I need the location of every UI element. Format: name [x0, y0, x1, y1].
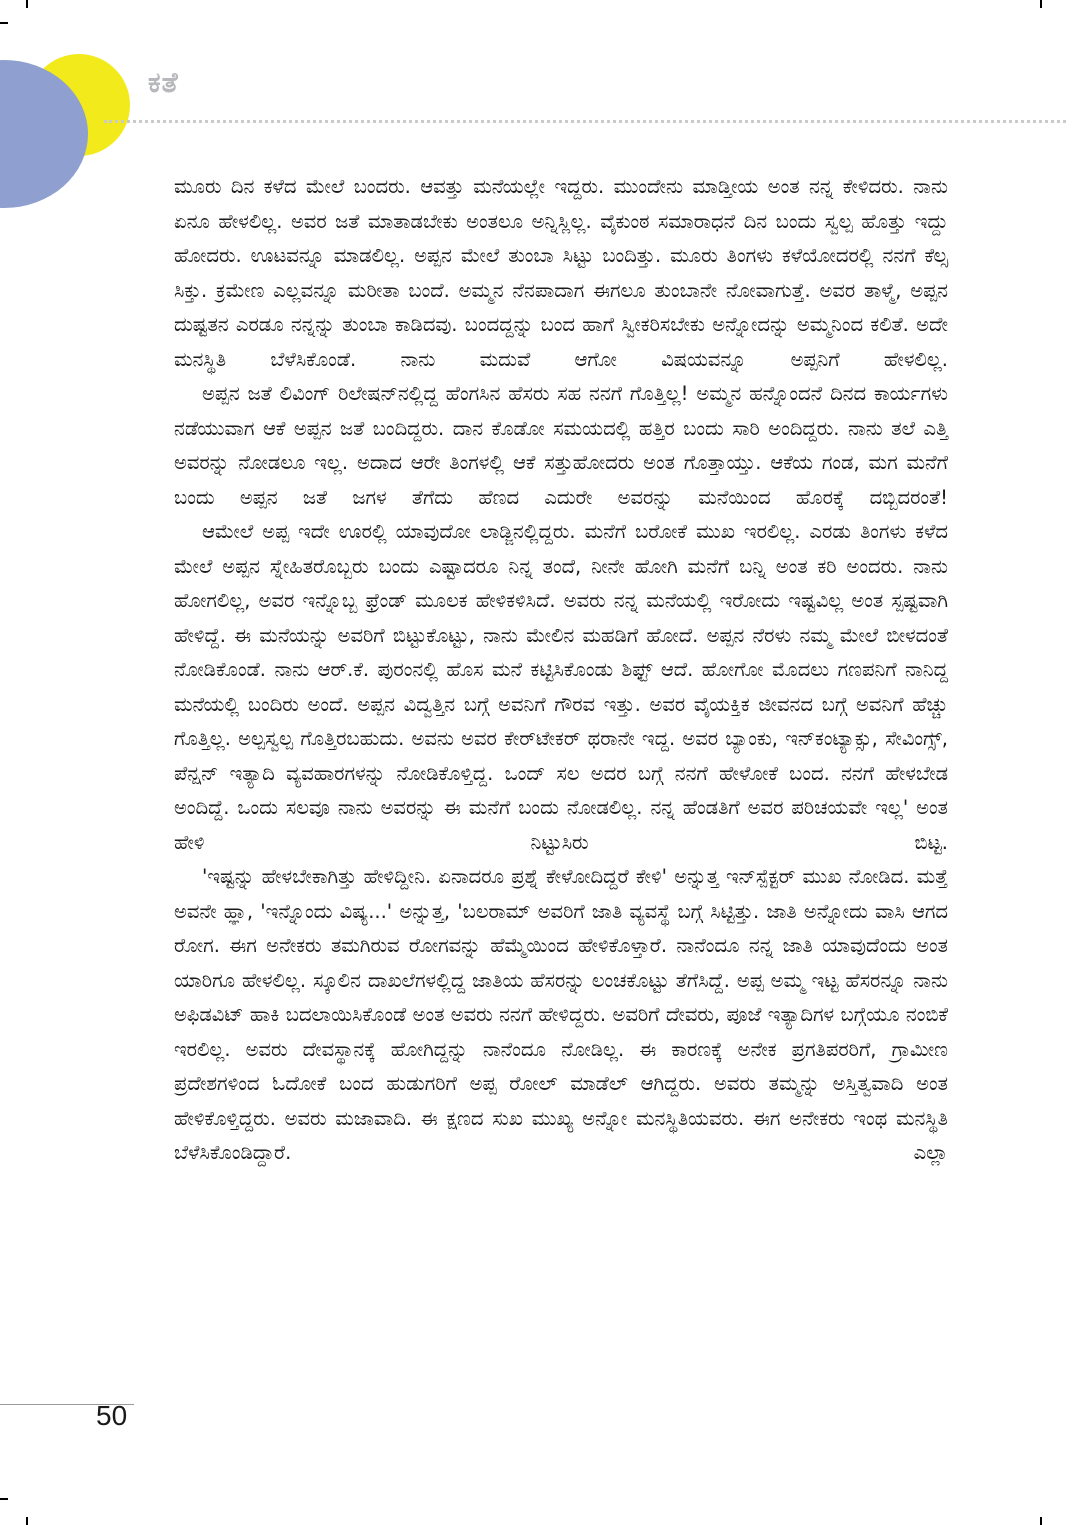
page-number: 50 [96, 1400, 128, 1431]
crop-mark-top-right [1040, 0, 1042, 8]
header-dotted-rule [104, 120, 1066, 123]
crop-mark-left-upper [0, 22, 8, 24]
paragraph-1: ಮೂರು ದಿನ ಕಳೆದ ಮೇಲೆ ಬಂದರು. ಆವತ್ತು ಮನೆಯಲ್ಲೇ ಇದ್ದರು. ಮುಂದೇನು ಮಾಡ್ತೀಯ ಅಂತ ನನ್ನ ಕೇಳಿದರು. ನಾನು ಏನೂ ಹೇಳಲಿಲ್ಲ. ಅವರ ಜತೆ ಮಾತಾಡಬೇಕು ಅಂತಲೂ ಅನ್ನಿಸ್ಲಿಲ್ಲ. ವೈಕುಂಠ ಸಮಾರಾಧನೆ ದಿನ ಬಂದು ಸ್ವಲ್ಪ ಹೊತ್ತು ಇದ್ದು ಹೋದರು. ಊಟವನ್ನೂ ಮಾಡಲಿಲ್ಲ. ಅಪ್ಪನ ಮೇಲೆ ತುಂಬಾ ಸಿಟ್ಟು ಬಂದಿತ್ತು. ಮೂರು ತಿಂಗಳು ಕಳೆಯೋದರಲ್ಲಿ ನನಗೆ ಕೆಲ್ಸ ಸಿಕ್ತು. ಕ್ರಮೇಣ ಎಲ್ಲವನ್ನೂ ಮರೀತಾ ಬಂದೆ. ಅಮ್ಮನ ನೆನಪಾದಾಗ ಈಗಲೂ ತುಂಬಾನೇ ನೋವಾಗುತ್ತೆ. ಅವರ ತಾಳ್ಮೆ, ಅಪ್ಪನ ದುಷ್ಟತನ ಎರಡೂ ನನ್ನನ್ನು ತುಂಬಾ ಕಾಡಿದವು. ಬಂದದ್ದನ್ನು ಬಂದ ಹಾಗೆ ಸ್ವೀಕರಿಸಬೇಕು ಅನ್ನೋದನ್ನು ಅಮ್ಮನಿಂದ ಕಲಿತೆ. ಅದೇ ಮನಸ್ಥಿತಿ ಬೆಳೆಸಿಕೊಂಡೆ. ನಾನು ಮದುವೆ ಆಗೋ ವಿಷಯವನ್ನೂ ಅಪ್ಪನಿಗೆ ಹೇಳಲಿಲ್ಲ. [174, 175, 948, 371]
crop-mark-bottom-left [26, 1517, 28, 1525]
paragraph-4: 'ಇಷ್ಟನ್ನು ಹೇಳಬೇಕಾಗಿತ್ತು ಹೇಳಿದ್ದೀನಿ. ಏನಾದರೂ ಪ್ರಶ್ನೆ ಕೇಳೋದಿದ್ದರೆ ಕೇಳಿ' ಅನ್ನುತ್ತ ಇನ್‌ಸ್ಪೆಕ್ಟರ್ ಮುಖ ನೋಡಿದ. ಮತ್ತೆ ಅವನೇ ಹ್ಞಾ, 'ಇನ್ನೊಂದು ವಿಷ್ಯ...' ಅನ್ನುತ್ತ, 'ಬಲರಾಮ್ ಅವರಿಗೆ ಜಾತಿ ವ್ಯವಸ್ಥೆ ಬಗ್ಗೆ ಸಿಟ್ಟಿತ್ತು. ಜಾತಿ ಅನ್ನೋದು ವಾಸಿ ಆಗದ ರೋಗ. ಈಗ ಅನೇಕರು ತಮಗಿರುವ ರೋಗವನ್ನು ಹೆಮ್ಮೆಯಿಂದ ಹೇಳಿಕೊಳ್ತಾರೆ. ನಾನೆಂದೂ ನನ್ನ ಜಾತಿ ಯಾವುದೆಂದು ಅಂತ ಯಾರಿಗೂ ಹೇಳಲಿಲ್ಲ. ಸ್ಕೂಲಿನ ದಾಖಲೆಗಳಲ್ಲಿದ್ದ ಜಾತಿಯ ಹೆಸರನ್ನು ಲಂಚಕೊಟ್ಟು ತೆಗೆಸಿದ್ದೆ. ಅಪ್ಪ ಅಮ್ಮ ಇಟ್ಟ ಹೆಸರನ್ನೂ ನಾನು ಅಫಿಡವಿಟ್ ಹಾಕಿ ಬದಲಾಯಿಸಿಕೊಂಡೆ ಅಂತ ಅವರು ನನಗೆ ಹೇಳಿದ್ದರು. ಅವರಿಗೆ ದೇವರು, ಪೂಜೆ ಇತ್ಯಾದಿಗಳ ಬಗ್ಗೆಯೂ ನಂಬಿಕೆ ಇರಲಿಲ್ಲ. ಅವರು ದೇವಸ್ಥಾನಕ್ಕೆ ಹೋಗಿದ್ದನ್ನು ನಾನೆಂದೂ ನೋಡಿಲ್ಲ. ಈ ಕಾರಣಕ್ಕೆ ಅನೇಕ ಪ್ರಗತಿಪರರಿಗೆ, ಗ್ರಾಮೀಣ ಪ್ರದೇಶಗಳಿಂದ ಓದೋಕೆ ಬಂದ ಹುಡುಗರಿಗೆ ಅಪ್ಪ ರೋಲ್ ಮಾಡೆಲ್ ಆಗಿದ್ದರು. ಅವರು ತಮ್ಮನ್ನು ಅಸ್ತಿತ್ವವಾದಿ ಅಂತ ಹೇಳಿಕೊಳ್ತಿದ್ದರು. ಅವರು ಮಜಾವಾದಿ. ಈ ಕ್ಷಣದ ಸುಖ ಮುಖ್ಯ ಅನ್ನೋ ಮನಸ್ಥಿತಿಯವರು. ಈಗ ಅನೇಕರು ಇಂಥ ಮನಸ್ಥಿತಿ ಬೆಳೆಸಿಕೊಂಡಿದ್ದಾರೆ. ಎಲ್ಲಾ [174, 865, 948, 1164]
crop-mark-top-left [26, 0, 28, 8]
paragraph-2: ಅಪ್ಪನ ಜತೆ ಲಿವಿಂಗ್ ರಿಲೇಷನ್‌ನಲ್ಲಿದ್ದ ಹೆಂಗಸಿನ ಹೆಸರು ಸಹ ನನಗೆ ಗೊತ್ತಿಲ್ಲ! ಅಮ್ಮನ ಹನ್ನೊಂದನೆ ದಿನದ ಕಾರ್ಯಗಳು ನಡೆಯುವಾಗ ಆಕೆ ಅಪ್ಪನ ಜತೆ ಬಂದಿದ್ದರು. ದಾನ ಕೊಡೋ ಸಮಯದಲ್ಲಿ ಹತ್ತಿರ ಬಂದು ಸಾರಿ ಅಂದಿದ್ದರು. ನಾನು ತಲೆ ಎತ್ತಿ ಅವರನ್ನು ನೋಡಲೂ ಇಲ್ಲ. ಅದಾದ ಆರೇ ತಿಂಗಳಲ್ಲಿ ಆಕೆ ಸತ್ತುಹೋದರು ಅಂತ ಗೊತ್ತಾಯ್ತು. ಆಕೆಯ ಗಂಡ, ಮಗ ಮನೆಗೆ ಬಂದು ಅಪ್ಪನ ಜತೆ ಜಗಳ ತೆಗೆದು ಹೆಣದ ಎದುರೇ ಅವರನ್ನು ಮನೆಯಿಂದ ಹೊರಕ್ಕೆ ದಬ್ಬಿದರಂತೆ! [174, 382, 948, 509]
crop-mark-left-lower [0, 1498, 8, 1500]
crop-mark-bottom-right [1040, 1517, 1042, 1525]
story-body [174, 170, 948, 1171]
paragraph-3: ಆಮೇಲೆ ಅಪ್ಪ ಇದೇ ಊರಲ್ಲಿ ಯಾವುದೋ ಲಾಡ್ಜಿನಲ್ಲಿದ್ದರು. ಮನೆಗೆ ಬರೋಕೆ ಮುಖ ಇರಲಿಲ್ಲ. ಎರಡು ತಿಂಗಳು ಕಳೆದ ಮೇಲೆ ಅಪ್ಪನ ಸ್ನೇಹಿತರೊಬ್ಬರು ಬಂದು ಎಷ್ಟಾದರೂ ನಿನ್ನ ತಂದೆ, ನೀನೇ ಹೋಗಿ ಮನೆಗೆ ಬನ್ನಿ ಅಂತ ಕರಿ ಅಂದರು. ನಾನು ಹೋಗಲಿಲ್ಲ, ಅವರ ಇನ್ನೊಬ್ಬ ಫ್ರೆಂಡ್ ಮೂಲಕ ಹೇಳಿಕಳಿಸಿದೆ. ಅವರು ನನ್ನ ಮನೆಯಲ್ಲಿ ಇರೋದು ಇಷ್ಟವಿಲ್ಲ ಅಂತ ಸ್ಪಷ್ಟವಾಗಿ ಹೇಳಿದ್ದೆ. ಈ ಮನೆಯನ್ನು ಅವರಿಗೆ ಬಿಟ್ಟುಕೊಟ್ಟು, ನಾನು ಮೇಲಿನ ಮಹಡಿಗೆ ಹೋದೆ. ಅಪ್ಪನ ನೆರಳು ನಮ್ಮ ಮೇಲೆ ಬೀಳದಂತೆ ನೋಡಿಕೊಂಡೆ. ನಾನು ಆರ್.ಕೆ. ಪುರಂನಲ್ಲಿ ಹೊಸ ಮನೆ ಕಟ್ಟಿಸಿಕೊಂಡು ಶಿಫ್ಟ್ ಆದೆ. ಹೋಗೋ ಮೊದಲು ಗಣಪನಿಗೆ ನಾನಿದ್ದ ಮನೆಯಲ್ಲಿ ಬಂದಿರು ಅಂದೆ. ಅಪ್ಪನ ವಿದ್ವತ್ತಿನ ಬಗ್ಗೆ ಅವನಿಗೆ ಗೌರವ ಇತ್ತು. ಅವರ ವೈಯಕ್ತಿಕ ಜೀವನದ ಬಗ್ಗೆ ಅವನಿಗೆ ಹೆಚ್ಚು ಗೊತ್ತಿಲ್ಲ. ಅಲ್ಪಸ್ವಲ್ಪ ಗೊತ್ತಿರಬಹುದು. ಅವನು ಅವರ ಕೇರ್‌ಟೇಕರ್ ಥರಾನೇ ಇದ್ದ. ಅವರ ಬ್ಯಾಂಕು, ಇನ್‌ಕಂಟ್ಯಾಕ್ಸು, ಸೇವಿಂಗ್ಸ್, ಪೆನ್ಷನ್ ಇತ್ಯಾದಿ ವ್ಯವಹಾರಗಳನ್ನು ನೋಡಿಕೊಳ್ತಿದ್ದ. ಒಂದ್ ಸಲ ಅದರ ಬಗ್ಗೆ ನನಗೆ ಹೇಳೋಕೆ ಬಂದ. ನನಗೆ ಹೇಳಬೇಡ ಅಂದಿದ್ದೆ. ಒಂದು ಸಲವೂ ನಾನು ಅವರನ್ನು ಈ ಮನೆಗೆ ಬಂದು ನೋಡಲಿಲ್ಲ. ನನ್ನ ಹೆಂಡತಿಗೆ ಅವರ ಪರಿಚಯವೇ ಇಲ್ಲ' ಅಂತ ಹೇಳಿ ನಿಟ್ಟುಸಿರು ಬಿಟ್ಟ. [174, 520, 948, 854]
section-title: ಕತೆ [148, 66, 179, 99]
